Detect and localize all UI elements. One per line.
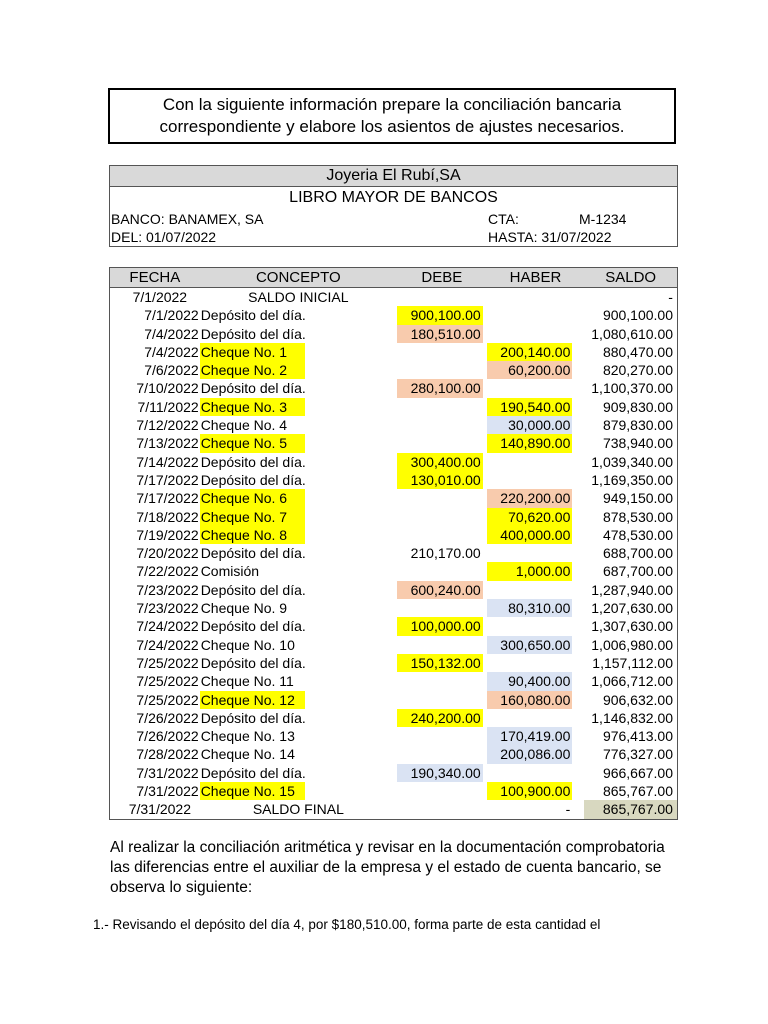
header-concepto: CONCEPTO bbox=[255, 269, 341, 286]
observation-paragraph: Al realizar la conciliación aritmética y revisar en la documentación comprobatoria las diferencias entre el auxiliar de la empresa y el estado de cuenta bancario, se observa lo siguiente: bbox=[110, 839, 665, 896]
cell-spacer bbox=[572, 489, 584, 507]
cell-fecha: 7/12/2022 bbox=[136, 417, 199, 434]
cell-spacer bbox=[572, 288, 584, 306]
cell-concepto: Depósito del día. bbox=[200, 453, 306, 470]
cell-spacer bbox=[572, 325, 584, 343]
cell-spacer bbox=[572, 800, 584, 818]
cell-concepto bbox=[200, 343, 397, 361]
cell-debe: 240,200.00 bbox=[397, 709, 483, 727]
cell-haber: 140,890.00 bbox=[487, 434, 573, 452]
cell-spacer bbox=[572, 709, 584, 727]
cell-fecha: 7/18/2022 bbox=[136, 508, 199, 525]
cell-saldo: 1,039,340.00 bbox=[591, 453, 674, 470]
table-row bbox=[110, 526, 677, 544]
cell-debe bbox=[397, 636, 483, 654]
cell-concepto bbox=[200, 782, 397, 800]
cell-saldo: 1,146,832.00 bbox=[591, 709, 674, 726]
cell-debe bbox=[397, 562, 483, 580]
cell-fecha: 7/4/2022 bbox=[144, 325, 199, 342]
cell-spacer bbox=[572, 636, 584, 654]
cell-haber bbox=[487, 379, 573, 397]
account-label: CTA: bbox=[488, 211, 519, 227]
cell-concepto: Depósito del día. bbox=[200, 618, 306, 635]
cell-fecha: 7/11/2022 bbox=[137, 398, 199, 415]
table-row bbox=[110, 325, 677, 343]
cell-debe bbox=[397, 416, 483, 434]
cell-saldo: 966,667.00 bbox=[602, 764, 674, 781]
cell-debe bbox=[397, 343, 483, 361]
cell-haber: 60,200.00 bbox=[487, 361, 573, 379]
cell-spacer bbox=[572, 434, 584, 452]
cell-fecha: 7/25/2022 bbox=[136, 691, 199, 708]
cell-fecha: 7/6/2022 bbox=[144, 362, 199, 379]
cell-concepto: Depósito del día. bbox=[200, 325, 306, 342]
cell-spacer bbox=[572, 471, 584, 489]
table-row bbox=[110, 709, 677, 727]
cell-haber: 30,000.00 bbox=[487, 416, 573, 434]
company-name: Joyeria El Rubí,SA bbox=[110, 166, 677, 187]
item-text: Revisando el depósito del día 4, por $180,510.00, forma parte de esta cantidad el bbox=[112, 917, 601, 932]
cell-concepto: Depósito del día. bbox=[200, 545, 306, 562]
cell-haber bbox=[487, 453, 573, 471]
table-row bbox=[110, 599, 677, 617]
cell-debe bbox=[397, 691, 483, 709]
ledger-title: LIBRO MAYOR DE BANCOS bbox=[289, 189, 498, 206]
cell-debe: 180,510.00 bbox=[397, 325, 483, 343]
cell-saldo: 1,207,630.00 bbox=[591, 600, 674, 617]
table-row bbox=[110, 800, 677, 818]
cell-saldo: 906,632.00 bbox=[602, 691, 674, 708]
cell-debe: 900,100.00 bbox=[397, 306, 483, 324]
cell-fecha: 7/26/2022 bbox=[136, 709, 199, 726]
cell-spacer bbox=[572, 654, 584, 672]
cell-fecha: 7/26/2022 bbox=[136, 728, 199, 745]
cell-fecha: 7/14/2022 bbox=[136, 453, 199, 470]
cell-concepto: Cheque No. 11 bbox=[200, 673, 294, 690]
cell-debe: 280,100.00 bbox=[397, 379, 483, 397]
cell-spacer bbox=[572, 672, 584, 690]
cell-debe bbox=[397, 782, 483, 800]
cell-saldo: 949,150.00 bbox=[602, 490, 674, 507]
cell-concepto: SALDO FINAL bbox=[252, 801, 344, 818]
cell-haber: 70,620.00 bbox=[487, 508, 573, 526]
cell-concepto: Depósito del día. bbox=[200, 307, 306, 324]
cell-concepto-text: Cheque No. 8 bbox=[200, 526, 305, 544]
cell-saldo: 1,100,370.00 bbox=[591, 380, 674, 397]
cell-debe bbox=[397, 361, 483, 379]
cell-fecha: 7/22/2022 bbox=[136, 563, 199, 580]
cell-spacer bbox=[572, 764, 584, 782]
cell-fecha: 7/19/2022 bbox=[136, 526, 199, 543]
cell-saldo: 865,767.00 bbox=[584, 800, 677, 818]
list-item-1 bbox=[93, 916, 600, 934]
cell-saldo: 865,767.00 bbox=[602, 783, 674, 800]
instructions-box bbox=[108, 88, 676, 144]
cell-saldo: 478,530.00 bbox=[602, 526, 674, 543]
cell-debe: 190,340.00 bbox=[397, 764, 483, 782]
cell-concepto-text: Cheque No. 2 bbox=[200, 361, 305, 379]
cell-spacer bbox=[572, 508, 584, 526]
cell-fecha: 7/17/2022 bbox=[136, 490, 199, 507]
cell-fecha: 7/13/2022 bbox=[136, 435, 199, 452]
cell-saldo: 687,700.00 bbox=[602, 563, 674, 580]
table-row bbox=[110, 672, 677, 690]
table-row bbox=[110, 745, 677, 763]
table-row bbox=[110, 691, 677, 709]
cell-debe: 100,000.00 bbox=[397, 617, 483, 635]
cell-fecha: 7/23/2022 bbox=[136, 600, 199, 617]
cell-saldo: 879,830.00 bbox=[602, 417, 674, 434]
cell-saldo: - bbox=[668, 289, 673, 305]
table-row bbox=[110, 288, 677, 306]
cell-haber bbox=[487, 764, 573, 782]
cell-haber: 1,000.00 bbox=[487, 562, 573, 580]
ledger-table bbox=[109, 267, 678, 820]
bank-name: BANCO: BANAMEX, SA bbox=[111, 211, 264, 227]
cell-concepto: Depósito del día. bbox=[200, 581, 306, 598]
cell-saldo: 1,080,610.00 bbox=[591, 325, 674, 342]
cell-concepto: Depósito del día. bbox=[200, 380, 306, 397]
cell-debe bbox=[397, 489, 483, 507]
cell-saldo: 776,327.00 bbox=[602, 746, 674, 763]
cell-concepto: Cheque No. 14 bbox=[200, 746, 295, 763]
cell-fecha: 7/28/2022 bbox=[136, 746, 199, 763]
cell-fecha: 7/31/2022 bbox=[136, 764, 199, 781]
cell-saldo: 688,700.00 bbox=[602, 545, 674, 562]
cell-saldo: 976,413.00 bbox=[602, 728, 674, 745]
cell-saldo: 820,270.00 bbox=[602, 362, 674, 379]
cell-debe bbox=[397, 745, 483, 763]
ledger-header bbox=[109, 165, 678, 247]
period-start: DEL: 01/07/2022 bbox=[111, 229, 217, 245]
cell-haber: 400,000.00 bbox=[487, 526, 573, 544]
cell-saldo: 1,307,630.00 bbox=[591, 618, 674, 635]
table-row bbox=[110, 581, 677, 599]
instructions-text: Con la siguiente información prepare la conciliación bancaria correspondiente y elabore los asientos de ajustes necesarios. bbox=[159, 95, 625, 136]
cell-spacer bbox=[572, 416, 584, 434]
cell-spacer bbox=[572, 453, 584, 471]
cell-spacer bbox=[572, 617, 584, 635]
cell-saldo: 1,157,112.00 bbox=[592, 654, 674, 671]
cell-concepto: Cheque No. 4 bbox=[200, 417, 288, 434]
cell-haber: 160,080.00 bbox=[487, 691, 573, 709]
account-number: M-1234 bbox=[579, 211, 627, 227]
cell-spacer bbox=[572, 306, 584, 324]
cell-concepto-text: Cheque No. 1 bbox=[200, 343, 305, 361]
cell-concepto: Cheque No. 9 bbox=[200, 600, 288, 617]
cell-haber: 200,086.00 bbox=[487, 745, 573, 763]
cell-spacer bbox=[572, 361, 584, 379]
cell-spacer bbox=[572, 398, 584, 416]
cell-spacer bbox=[572, 526, 584, 544]
header-haber: HABER bbox=[509, 269, 562, 286]
cell-fecha: 7/4/2022 bbox=[144, 343, 199, 360]
cell-saldo: 1,006,980.00 bbox=[591, 636, 674, 653]
cell-haber bbox=[487, 471, 573, 489]
cell-debe bbox=[397, 526, 483, 544]
cell-debe bbox=[397, 727, 483, 745]
cell-haber bbox=[487, 544, 573, 562]
table-row bbox=[110, 489, 677, 507]
cell-fecha: 7/25/2022 bbox=[136, 654, 199, 671]
cell-haber bbox=[487, 617, 573, 635]
cell-fecha: 7/23/2022 bbox=[136, 581, 199, 598]
cell-spacer bbox=[572, 599, 584, 617]
cell-concepto-text: Cheque No. 3 bbox=[200, 398, 305, 416]
cell-concepto: Cheque No. 10 bbox=[200, 636, 295, 653]
cell-concepto-text: Cheque No. 7 bbox=[200, 508, 305, 526]
cell-debe: 150,132.00 bbox=[397, 654, 483, 672]
cell-concepto-text: Cheque No. 15 bbox=[200, 782, 305, 800]
cell-haber: - bbox=[565, 801, 571, 818]
cell-spacer bbox=[572, 544, 584, 562]
cell-concepto bbox=[200, 361, 397, 379]
table-row bbox=[110, 764, 677, 782]
cell-haber: 80,310.00 bbox=[487, 599, 573, 617]
cell-concepto: Comisión bbox=[200, 563, 260, 580]
cell-debe: 300,400.00 bbox=[397, 453, 483, 471]
cell-haber bbox=[487, 709, 573, 727]
cell-concepto bbox=[200, 398, 397, 416]
cell-haber: 170,419.00 bbox=[487, 727, 573, 745]
cell-spacer bbox=[572, 343, 584, 361]
cell-spacer bbox=[572, 379, 584, 397]
cell-concepto-text: Cheque No. 12 bbox=[200, 691, 305, 709]
cell-debe: 600,240.00 bbox=[397, 581, 483, 599]
cell-concepto: SALDO INICIAL bbox=[248, 289, 349, 305]
table-row bbox=[110, 508, 677, 526]
cell-spacer bbox=[572, 782, 584, 800]
table-row bbox=[110, 654, 677, 672]
cell-saldo: 1,287,940.00 bbox=[591, 581, 674, 598]
cell-haber bbox=[487, 654, 573, 672]
cell-concepto: Depósito del día. bbox=[200, 471, 306, 488]
cell-haber: 100,900.00 bbox=[487, 782, 573, 800]
cell-concepto: Depósito del día. bbox=[200, 709, 306, 726]
cell-fecha: 7/24/2022 bbox=[136, 636, 199, 653]
cell-saldo: 738,940.00 bbox=[602, 435, 674, 452]
cell-debe: 210,170.00 bbox=[410, 545, 481, 562]
cell-debe bbox=[397, 398, 483, 416]
table-row bbox=[110, 727, 677, 745]
table-row bbox=[110, 617, 677, 635]
cell-concepto bbox=[200, 508, 397, 526]
table-header bbox=[110, 268, 677, 288]
table-body bbox=[110, 288, 677, 819]
cell-spacer bbox=[572, 562, 584, 580]
cell-saldo: 1,066,712.00 bbox=[591, 673, 674, 690]
cell-haber: 200,140.00 bbox=[487, 343, 573, 361]
cell-fecha: 7/24/2022 bbox=[136, 618, 199, 635]
header-fecha: FECHA bbox=[129, 269, 181, 286]
cell-debe bbox=[397, 288, 483, 306]
cell-concepto-text: Cheque No. 5 bbox=[200, 434, 305, 452]
cell-saldo: 900,100.00 bbox=[602, 307, 674, 324]
cell-haber: 190,540.00 bbox=[487, 398, 573, 416]
table-row bbox=[110, 782, 677, 800]
cell-haber: 220,200.00 bbox=[487, 489, 573, 507]
cell-concepto-text: Cheque No. 6 bbox=[200, 489, 305, 507]
cell-haber bbox=[487, 325, 573, 343]
cell-concepto bbox=[200, 434, 397, 452]
cell-concepto bbox=[200, 526, 397, 544]
table-row bbox=[110, 361, 677, 379]
table-row bbox=[110, 471, 677, 489]
cell-spacer bbox=[572, 745, 584, 763]
cell-haber bbox=[487, 581, 573, 599]
cell-concepto: Depósito del día. bbox=[200, 764, 306, 781]
cell-haber bbox=[487, 306, 573, 324]
cell-haber bbox=[487, 288, 573, 306]
table-row bbox=[110, 544, 677, 562]
cell-concepto bbox=[200, 489, 397, 507]
cell-saldo: 909,830.00 bbox=[602, 398, 674, 415]
cell-fecha: 7/31/2022 bbox=[136, 783, 199, 800]
cell-fecha: 7/10/2022 bbox=[136, 380, 199, 397]
table-row bbox=[110, 562, 677, 580]
cell-debe: 130,010.00 bbox=[397, 471, 483, 489]
cell-haber: 90,400.00 bbox=[487, 672, 573, 690]
cell-concepto: Depósito del día. bbox=[200, 654, 306, 671]
cell-fecha: 7/17/2022 bbox=[136, 471, 199, 488]
item-number: 1.- bbox=[93, 917, 109, 932]
table-row bbox=[110, 306, 677, 324]
cell-fecha: 7/31/2022 bbox=[128, 801, 191, 818]
table-row bbox=[110, 453, 677, 471]
cell-debe bbox=[397, 800, 483, 818]
cell-debe bbox=[397, 672, 483, 690]
cell-saldo: 878,530.00 bbox=[602, 508, 674, 525]
table-row bbox=[110, 636, 677, 654]
cell-saldo: 880,470.00 bbox=[602, 343, 674, 360]
cell-spacer bbox=[572, 727, 584, 745]
table-row bbox=[110, 434, 677, 452]
cell-debe bbox=[397, 508, 483, 526]
cell-concepto: Cheque No. 13 bbox=[200, 728, 295, 745]
table-row bbox=[110, 416, 677, 434]
header-debe: DEBE bbox=[421, 269, 463, 286]
cell-saldo: 1,169,350.00 bbox=[591, 471, 674, 488]
period-end: HASTA: 31/07/2022 bbox=[488, 229, 612, 245]
cell-haber: 300,650.00 bbox=[487, 636, 573, 654]
table-row bbox=[110, 398, 677, 416]
header-saldo: SALDO bbox=[605, 269, 657, 286]
cell-debe bbox=[397, 434, 483, 452]
table-row bbox=[110, 343, 677, 361]
table-row bbox=[110, 379, 677, 397]
cell-concepto bbox=[200, 691, 397, 709]
cell-spacer bbox=[572, 581, 584, 599]
cell-fecha: 7/1/2022 bbox=[144, 307, 199, 324]
cell-spacer bbox=[572, 691, 584, 709]
cell-fecha: 7/20/2022 bbox=[136, 545, 199, 562]
cell-fecha: 7/25/2022 bbox=[136, 673, 199, 690]
cell-debe bbox=[397, 599, 483, 617]
cell-fecha: 7/1/2022 bbox=[132, 289, 188, 305]
